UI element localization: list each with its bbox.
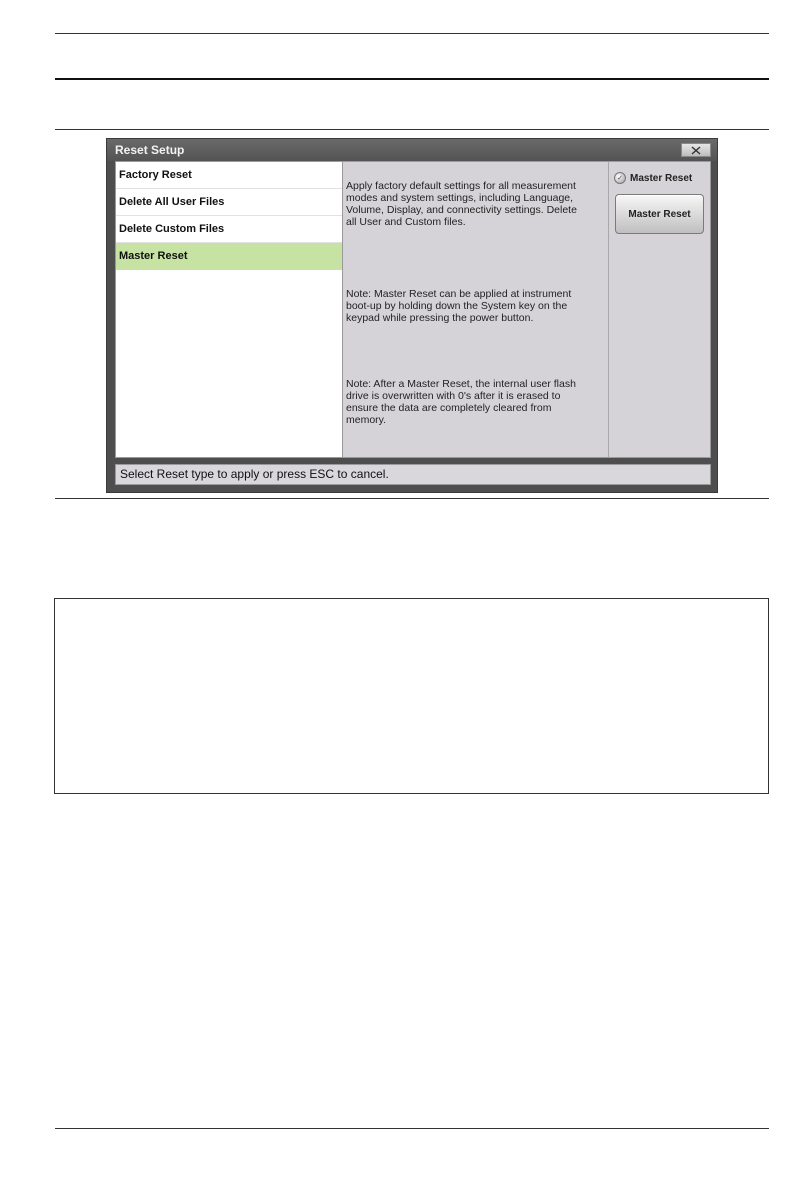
dialog-titlebar [107, 139, 717, 161]
top-rule [55, 33, 769, 34]
description-panel [343, 161, 608, 458]
description-note-boot: Note: Master Reset can be applied at instrument boot-up by holding down the System key on the keypad while pressing the power button. [346, 288, 572, 324]
header-rule [55, 78, 769, 80]
reset-setup-dialog [106, 138, 718, 493]
description-main: Apply factory default settings for all measurement modes and system settings, including Language, Volume, Display, and connectivity settings. Delete all User and Custom files. [346, 180, 577, 228]
footer-rule [55, 1128, 769, 1129]
radio-checked-icon: ✓ [614, 172, 626, 184]
figure-top-rule [55, 129, 769, 130]
reset-item-master-reset[interactable]: Master Reset [116, 243, 342, 270]
note-box [54, 598, 769, 794]
status-bar: Select Reset type to apply or press ESC to cancel. [115, 464, 711, 485]
close-button[interactable] [681, 143, 711, 157]
reset-item-delete-custom-files[interactable]: Delete Custom Files [116, 216, 342, 243]
master-reset-option[interactable] [614, 172, 692, 184]
dialog-title: Reset Setup [115, 143, 185, 157]
figure-bottom-rule [55, 498, 769, 499]
close-icon [691, 146, 701, 155]
reset-item-delete-all-user-files[interactable]: Delete All User Files [116, 189, 342, 216]
description-note-flash: Note: After a Master Reset, the internal user flash drive is overwritten with 0's after it is erased to ensure the data are completely cleared from memory. [346, 378, 576, 426]
action-panel [608, 161, 711, 458]
option-label: Master Reset [630, 172, 693, 184]
reset-item-factory-reset[interactable]: Factory Reset [116, 162, 342, 189]
reset-type-list [115, 161, 343, 458]
master-reset-button[interactable]: Master Reset [615, 194, 704, 234]
